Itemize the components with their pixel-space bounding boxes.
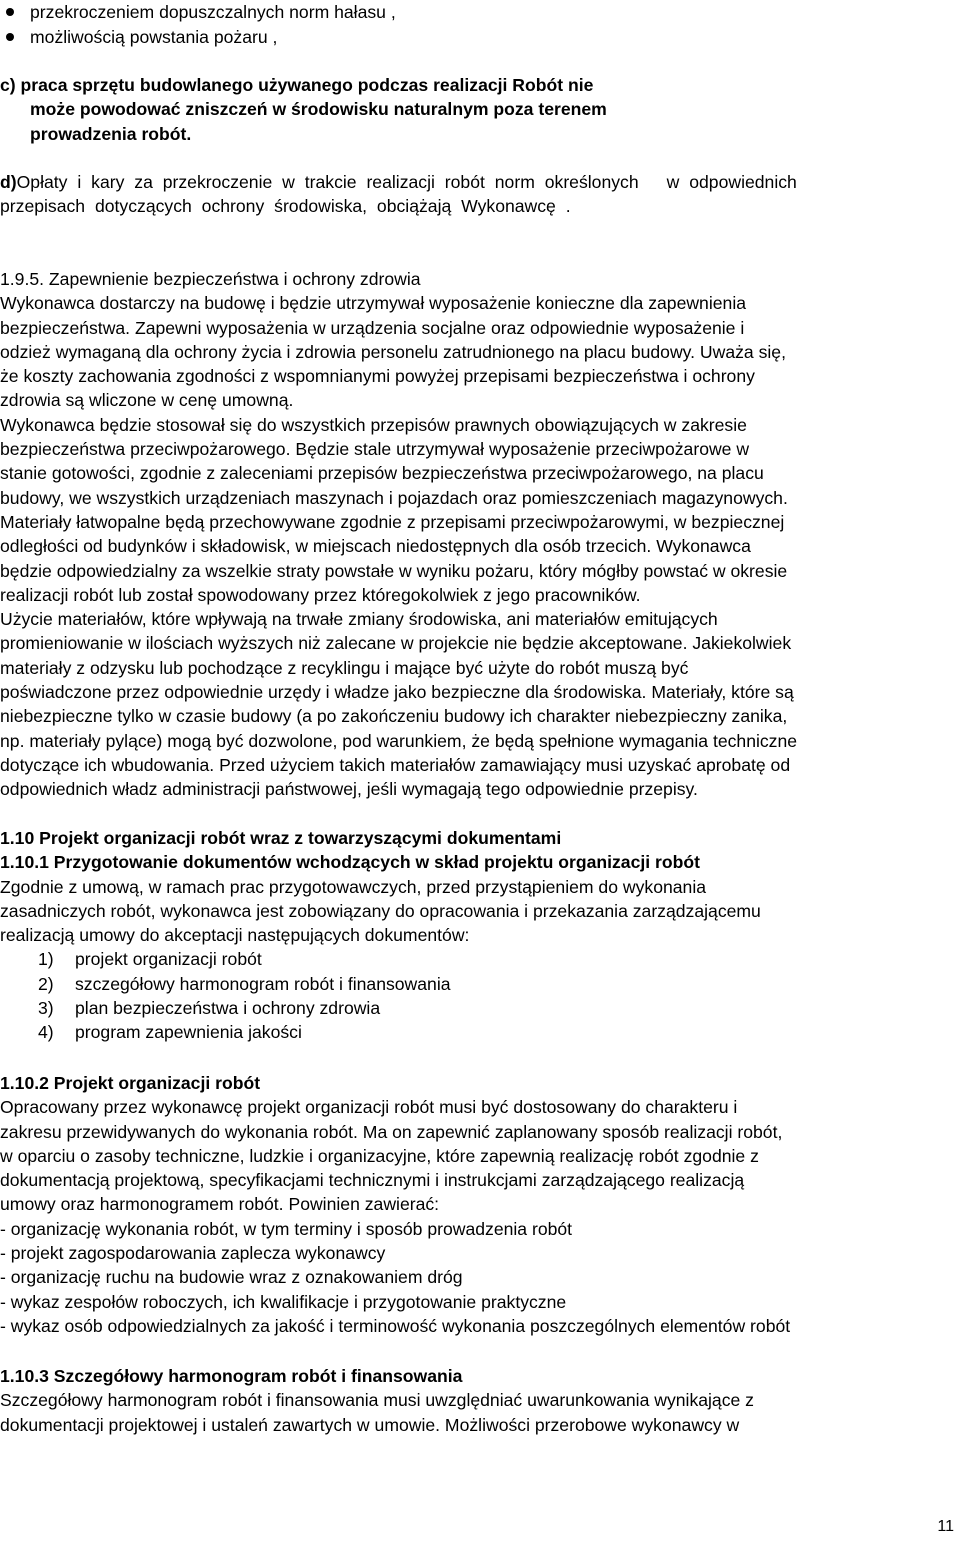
text-line: materiały z odzysku lub pochodzące z recyklingu i mające być użyte do robót muszą być bbox=[0, 657, 689, 678]
text-line: Wykonawca będzie stosował się do wszystkich przepisów prawnych obowiązujących w zakresie bbox=[0, 414, 747, 435]
list-text: szczegółowy harmonogram robót i finansowania bbox=[75, 973, 451, 994]
text-line: umowy oraz harmonogramem robót. Powinien zawierać: bbox=[0, 1194, 440, 1215]
text-line: Materiały łatwopalne będą przechowywane zgodnie z przepisami przeciwpożarowymi, w bezpiecznej bbox=[0, 511, 785, 532]
text-line: - organizację wykonania robót, w tym terminy i sposób prowadzenia robót bbox=[0, 1218, 573, 1239]
list-number: 4) bbox=[38, 1022, 54, 1043]
paragraph-line: przepisach dotyczących ochrony środowiska, obciążają Wykonawcę . bbox=[0, 196, 571, 217]
text-line: odpowiednich władz administracji państwowej, jeśli wymagają tego odpowiednie przepisy. bbox=[0, 779, 698, 800]
text-line: dokumentacji projektowej i ustaleń zawartych w umowie. Możliwości przerobowe wykonawcy w bbox=[0, 1414, 740, 1435]
list-item bbox=[0, 996, 955, 1020]
text-line: Użycie materiałów, które wpływają na trwałe zmiany środowiska, ani materiałów emitujących bbox=[0, 609, 718, 630]
text-line: że koszty zachowania zgodności z wspomnianymi powyżej przepisami bezpieczeństwa i ochrony bbox=[0, 366, 755, 387]
text-line: - organizację ruchu na budowie wraz z oznakowaniem dróg bbox=[0, 1267, 463, 1288]
text-line: - wykaz zespołów roboczych, ich kwalifikacje i przygotowanie praktyczne bbox=[0, 1291, 567, 1312]
bullet-text: możliwością powstania pożaru , bbox=[30, 26, 278, 47]
list-number: 1) bbox=[38, 949, 54, 970]
bullet-icon bbox=[6, 8, 14, 16]
text-line: dotyczące ich wbudowania. Przed użyciem takich materiałów zamawiający musi uzyskać aprobatę od bbox=[0, 754, 791, 775]
text-line: będzie odpowiedzialny za wszelkie straty powstałe w wyniku pożaru, który mógłby powstać w okresie bbox=[0, 560, 788, 581]
subsection-heading: 1.10.3 Szczegółowy harmonogram robót i finansowania bbox=[0, 1366, 463, 1386]
text-line: odległości od budynków i składowisk, w miejscach niedostępnych dla osób trzecich. Wykonawca bbox=[0, 536, 751, 557]
bullet-icon bbox=[6, 33, 14, 41]
page-number: 11 bbox=[937, 1518, 954, 1535]
text-line: poświadczone przez odpowiednie urzędy i władze jako bezpieczne dla środowiska. Materiały, które są bbox=[0, 682, 794, 703]
section-1-10-3 bbox=[0, 1364, 955, 1437]
text-line: stanie gotowości, zgodnie z zaleceniami przepisów bezpieczeństwa przeciwpożarowego, na placu bbox=[0, 463, 764, 484]
text-line: np. materiały pylące) mogą być dozwolone, pod warunkiem, że będą spełnione wymagania techniczne bbox=[0, 730, 798, 751]
section-1-9-5 bbox=[0, 267, 955, 802]
paragraph-line: c) praca sprzętu budowlanego używanego podczas realizacji Robót nie bbox=[0, 75, 594, 95]
text-line: w oparciu o zasoby techniczne, ludzkie i organizacyjne, które zapewnią realizację robót zgodnie z bbox=[0, 1145, 759, 1166]
paragraph-line bbox=[0, 170, 960, 194]
text-line: zdrowia są wliczone w cenę umowną. bbox=[0, 390, 294, 411]
subsection-heading: 1.10.2 Projekt organizacji robót bbox=[0, 1073, 261, 1093]
text-line: Wykonawca dostarczy na budowę i będzie utrzymywał wyposażenie konieczne dla zapewnienia bbox=[0, 293, 747, 314]
text-line: bezpieczeństwa. Zapewni wyposażenia w urządzenia socjalne oraz odpowiednie wyposażenie i bbox=[0, 317, 745, 338]
list-item bbox=[0, 1020, 955, 1044]
list-item bbox=[0, 947, 955, 971]
paragraph-c bbox=[0, 73, 960, 146]
section-1-10 bbox=[0, 826, 955, 1045]
text-line: niebezpieczne tylko w czasie budowy (a po zakończeniu budowy ich charakter niebezpieczny zanika, bbox=[0, 706, 788, 727]
text-line: bezpieczeństwa przeciwpożarowego. Będzie stale utrzymywał wyposażenie przeciwpożarowe w bbox=[0, 439, 750, 460]
list-item bbox=[0, 0, 960, 25]
text-line: - projekt zagospodarowania zaplecza wykonawcy bbox=[0, 1243, 386, 1264]
text-line: Zgodnie z umową, w ramach prac przygotowawczych, przed przystąpieniem do wykonania bbox=[0, 876, 707, 897]
section-heading: 1.10 Projekt organizacji robót wraz z towarzyszącymi dokumentami bbox=[0, 828, 562, 848]
section-heading: 1.9.5. Zapewnienie bezpieczeństwa i ochrony zdrowia bbox=[0, 269, 421, 289]
list-number: 3) bbox=[38, 998, 54, 1019]
list-number: 2) bbox=[38, 973, 54, 994]
text-line: dokumentacją projektową, specyfikacjami technicznymi i instrukcjami zarządzającego realizacją bbox=[0, 1170, 745, 1191]
text-line: realizacją umowy do akceptacji następujących dokumentów: bbox=[0, 925, 470, 946]
numbered-list bbox=[0, 947, 955, 1044]
text-line: promieniowanie w ilościach wyższych niż zalecane w projekcie nie będzie akceptowane. Jakiekolwiek bbox=[0, 633, 792, 654]
list-item bbox=[0, 972, 955, 996]
section-1-10-2 bbox=[0, 1071, 955, 1338]
paragraph-text: w odpowiednich bbox=[666, 172, 797, 192]
bullet-list bbox=[0, 0, 960, 49]
text-line: budowy, we wszystkich urządzeniach maszynach i pojazdach oraz pomieszczeniach magazynowych. bbox=[0, 487, 788, 508]
paragraph-line: prowadzenia robót. bbox=[30, 123, 192, 144]
list-text: program zapewnienia jakości bbox=[75, 1022, 302, 1043]
text-line: Szczegółowy harmonogram robót i finansowania musi uwzględniać uwarunkowania wynikające z bbox=[0, 1390, 754, 1411]
text-line: odzież wymaganą dla ochrony życia i zdrowia personelu zatrudnionego na placu budowy. Uważa się, bbox=[0, 341, 786, 362]
paragraph-label: d) bbox=[0, 172, 17, 192]
list-text: projekt organizacji robót bbox=[75, 949, 262, 970]
text-line: zasadniczych robót, wykonawca jest zobowiązany do opracowania i przekazania zarządzającemu bbox=[0, 900, 761, 921]
bullet-text: przekroczeniem dopuszczalnych norm hałasu , bbox=[30, 2, 396, 22]
subsection-heading: 1.10.1 Przygotowanie dokumentów wchodzących w skład projektu organizacji robót bbox=[0, 852, 700, 873]
paragraph-d bbox=[0, 170, 960, 219]
text-line: - wykaz osób odpowiedzialnych za jakość i terminowość wykonania poszczególnych elementów robót bbox=[0, 1315, 791, 1336]
text-line: Opracowany przez wykonawcę projekt organizacji robót musi być dostosowany do charakteru i bbox=[0, 1097, 738, 1118]
text-line: zakresu przewidywanych do wykonania robót. Ma on zapewnić zaplanowany sposób realizacji robót, bbox=[0, 1121, 783, 1142]
list-item bbox=[0, 25, 960, 50]
paragraph-text: Opłaty i kary za przekroczenie w trakcie realizacji robót norm określonych bbox=[16, 172, 639, 192]
text-line: realizacji robót lub został spowodowany przez któregokolwiek z jego pracowników. bbox=[0, 584, 641, 605]
list-text: plan bezpieczeństwa i ochrony zdrowia bbox=[75, 998, 381, 1019]
paragraph-line: może powodować zniszczeń w środowisku naturalnym poza terenem bbox=[30, 99, 607, 120]
